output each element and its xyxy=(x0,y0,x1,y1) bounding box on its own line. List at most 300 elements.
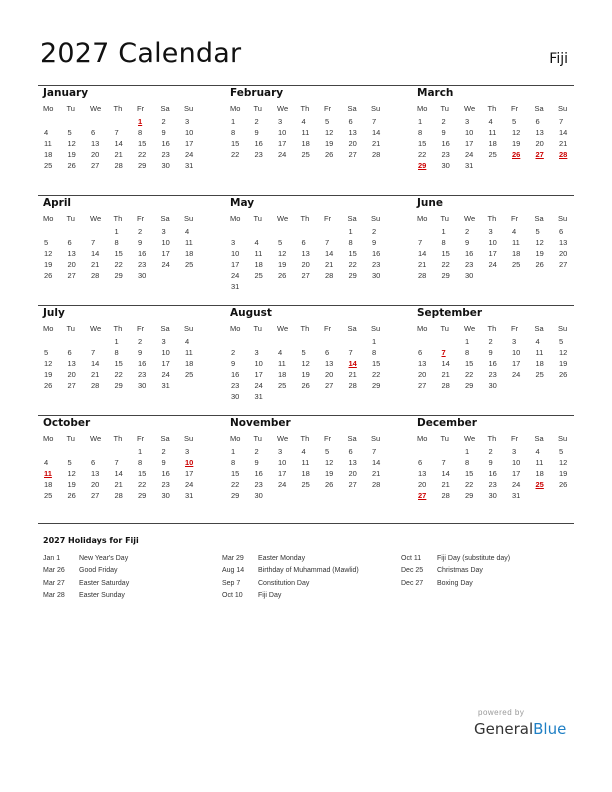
empty-cell xyxy=(87,116,111,127)
month-name: February xyxy=(230,87,284,99)
empty-cell xyxy=(64,446,88,457)
weekday-label: Tu xyxy=(440,104,449,113)
weekday-label: We xyxy=(277,324,289,333)
holiday-date: Dec 25 xyxy=(401,567,424,575)
day-cell: 6 xyxy=(67,238,72,247)
day-cell: 4 xyxy=(278,348,283,357)
day-cell: 31 xyxy=(185,161,194,170)
weekday-label: Su xyxy=(184,434,194,443)
day-cell: 30 xyxy=(488,381,497,390)
day-cell: 23 xyxy=(441,150,450,159)
day-cell: 1 xyxy=(465,337,470,346)
weekday-label: Su xyxy=(371,324,381,333)
holiday-date: Mar 29 xyxy=(222,554,244,562)
day-cell: 10 xyxy=(161,238,170,247)
holiday-item xyxy=(222,565,359,578)
weekday-label: Su xyxy=(371,214,381,223)
empty-cell xyxy=(414,226,438,237)
day-cell: 25 xyxy=(301,480,310,489)
day-cell: 28 xyxy=(91,381,100,390)
weekday-label: Tu xyxy=(440,324,449,333)
day-cell: 5 xyxy=(301,348,306,357)
day-cell: 14 xyxy=(372,458,381,467)
weekday-header xyxy=(227,101,387,116)
day-cell: 5 xyxy=(325,117,330,126)
country-label: Fiji xyxy=(549,51,568,67)
day-cell: 2 xyxy=(372,227,377,236)
weekday-label: We xyxy=(277,434,289,443)
day-grid xyxy=(40,446,200,501)
day-cell: 4 xyxy=(301,447,306,456)
day-cell: 27 xyxy=(325,381,334,390)
day-cell: 29 xyxy=(231,491,240,500)
day-cell: 6 xyxy=(91,128,96,137)
day-cell: 2 xyxy=(465,227,470,236)
day-cell: 9 xyxy=(161,458,166,467)
day-cell: 27 xyxy=(418,381,427,390)
day-cell: 13 xyxy=(418,359,427,368)
day-cell: 29 xyxy=(465,491,474,500)
day-cell: 16 xyxy=(161,469,170,478)
day-cell: 3 xyxy=(512,447,517,456)
weekday-label: We xyxy=(464,324,476,333)
day-cell: 17 xyxy=(161,249,170,258)
day-cell: 15 xyxy=(231,139,240,148)
empty-cell xyxy=(321,336,345,347)
day-cell: 10 xyxy=(231,249,240,258)
day-cell: 23 xyxy=(488,370,497,379)
day-cell: 3 xyxy=(161,227,166,236)
day-cell: 15 xyxy=(138,139,147,148)
holiday-day-cell: 27 xyxy=(418,491,427,500)
month-name: June xyxy=(417,197,443,209)
day-cell: 21 xyxy=(418,260,427,269)
day-cell: 15 xyxy=(114,359,123,368)
holiday-day-cell: 11 xyxy=(44,469,52,478)
day-cell: 2 xyxy=(488,447,493,456)
day-cell: 18 xyxy=(301,469,310,478)
month-name: April xyxy=(43,197,72,209)
day-cell: 24 xyxy=(254,381,263,390)
holiday-day-cell: 25 xyxy=(535,480,544,489)
day-cell: 22 xyxy=(114,260,123,269)
day-cell: 25 xyxy=(44,491,53,500)
weekday-label: Sa xyxy=(534,324,544,333)
day-cell: 7 xyxy=(372,117,377,126)
day-cell: 13 xyxy=(325,359,334,368)
day-cell: 19 xyxy=(67,480,76,489)
weekday-label: We xyxy=(90,214,102,223)
day-cell: 6 xyxy=(91,458,96,467)
day-cell: 27 xyxy=(301,271,310,280)
weekday-label: Su xyxy=(558,104,568,113)
weekday-label: Mo xyxy=(417,214,428,223)
day-cell: 30 xyxy=(161,161,170,170)
day-cell: 18 xyxy=(278,370,287,379)
day-cell: 4 xyxy=(512,227,517,236)
weekday-label: Fr xyxy=(324,214,332,223)
weekday-label: We xyxy=(464,214,476,223)
day-cell: 25 xyxy=(254,271,263,280)
month-march xyxy=(414,87,574,171)
day-cell: 21 xyxy=(91,370,100,379)
holiday-name: Constitution Day xyxy=(258,579,310,587)
day-cell: 20 xyxy=(91,480,100,489)
weekday-label: Th xyxy=(487,434,497,443)
day-cell: 14 xyxy=(559,128,568,137)
day-cell: 21 xyxy=(114,480,123,489)
day-cell: 1 xyxy=(441,227,446,236)
weekday-label: We xyxy=(90,434,102,443)
day-cell: 16 xyxy=(254,139,263,148)
day-cell: 20 xyxy=(535,139,544,148)
day-cell: 2 xyxy=(161,447,166,456)
holiday-item xyxy=(401,565,510,578)
day-cell: 24 xyxy=(465,150,474,159)
day-cell: 4 xyxy=(185,227,190,236)
day-cell: 6 xyxy=(559,227,564,236)
day-cell: 12 xyxy=(325,128,334,137)
day-cell: 11 xyxy=(278,359,286,368)
day-cell: 4 xyxy=(44,458,49,467)
holiday-day-cell: 1 xyxy=(138,117,143,126)
holiday-date: Oct 10 xyxy=(222,592,243,600)
holiday-name: Fiji Day xyxy=(258,592,282,600)
day-cell: 21 xyxy=(441,480,450,489)
day-cell: 17 xyxy=(512,359,521,368)
day-cell: 20 xyxy=(67,260,76,269)
day-cell: 19 xyxy=(44,260,53,269)
weekday-label: Mo xyxy=(230,104,241,113)
day-cell: 28 xyxy=(372,480,381,489)
day-grid xyxy=(414,446,574,501)
day-cell: 8 xyxy=(114,348,119,357)
day-cell: 4 xyxy=(44,128,49,137)
day-cell: 22 xyxy=(441,260,450,269)
day-cell: 30 xyxy=(138,381,147,390)
day-cell: 13 xyxy=(301,249,310,258)
day-cell: 7 xyxy=(91,238,96,247)
day-cell: 16 xyxy=(488,469,497,478)
brand-part-2: Blue xyxy=(533,720,567,738)
holiday-item xyxy=(401,577,510,590)
day-cell: 10 xyxy=(488,238,497,247)
day-cell: 11 xyxy=(185,238,193,247)
day-cell: 25 xyxy=(488,150,497,159)
weekday-label: Fr xyxy=(324,324,332,333)
day-cell: 2 xyxy=(138,337,143,346)
day-cell: 18 xyxy=(44,150,53,159)
holiday-item xyxy=(43,565,129,578)
day-grid xyxy=(414,116,574,171)
day-cell: 4 xyxy=(488,117,493,126)
holiday-name: Christmas Day xyxy=(437,567,483,575)
day-cell: 28 xyxy=(418,271,427,280)
empty-cell xyxy=(274,336,298,347)
day-cell: 16 xyxy=(441,139,450,148)
day-cell: 9 xyxy=(488,458,493,467)
day-cell: 24 xyxy=(231,271,240,280)
weekday-label: Mo xyxy=(230,434,241,443)
day-cell: 31 xyxy=(465,161,474,170)
month-name: January xyxy=(43,87,89,99)
day-cell: 18 xyxy=(512,249,521,258)
holiday-date: Mar 27 xyxy=(43,579,65,587)
day-cell: 3 xyxy=(185,117,190,126)
day-cell: 10 xyxy=(278,128,287,137)
day-cell: 29 xyxy=(138,491,147,500)
day-cell: 22 xyxy=(231,480,240,489)
day-grid xyxy=(227,226,387,292)
weekday-label: Fr xyxy=(511,324,519,333)
weekday-header xyxy=(414,211,574,226)
day-cell: 29 xyxy=(114,271,123,280)
day-cell: 7 xyxy=(325,238,330,247)
divider xyxy=(38,195,574,196)
month-january xyxy=(40,87,200,171)
weekday-label: Th xyxy=(487,324,497,333)
weekday-label: Th xyxy=(487,214,497,223)
day-cell: 6 xyxy=(418,458,423,467)
holiday-name: Boxing Day xyxy=(437,579,473,587)
day-cell: 14 xyxy=(114,469,123,478)
day-cell: 2 xyxy=(488,337,493,346)
day-cell: 21 xyxy=(348,370,357,379)
weekday-label: Mo xyxy=(43,214,54,223)
day-cell: 16 xyxy=(465,249,474,258)
day-cell: 13 xyxy=(91,139,100,148)
day-cell: 23 xyxy=(231,381,240,390)
weekday-header xyxy=(227,211,387,226)
day-cell: 25 xyxy=(44,161,53,170)
day-cell: 5 xyxy=(44,348,49,357)
weekday-label: Fr xyxy=(137,214,145,223)
weekday-label: Sa xyxy=(160,324,170,333)
empty-cell xyxy=(40,226,64,237)
holiday-day-cell: 10 xyxy=(185,458,194,467)
day-cell: 28 xyxy=(114,161,123,170)
holiday-day-cell: 7 xyxy=(441,348,446,357)
day-cell: 13 xyxy=(418,469,427,478)
weekday-label: Su xyxy=(558,214,568,223)
day-cell: 11 xyxy=(185,348,193,357)
weekday-label: Su xyxy=(371,104,381,113)
weekday-label: Su xyxy=(558,324,568,333)
day-cell: 21 xyxy=(91,260,100,269)
powered-by-text: powered by xyxy=(478,708,525,717)
day-cell: 20 xyxy=(348,469,357,478)
day-cell: 21 xyxy=(372,469,381,478)
day-cell: 30 xyxy=(231,392,240,401)
empty-cell xyxy=(227,336,251,347)
day-cell: 22 xyxy=(465,480,474,489)
empty-cell xyxy=(40,336,64,347)
day-grid xyxy=(40,226,200,281)
day-cell: 21 xyxy=(559,139,568,148)
day-cell: 19 xyxy=(325,139,334,148)
day-cell: 11 xyxy=(254,249,263,258)
day-cell: 26 xyxy=(535,260,544,269)
day-cell: 18 xyxy=(185,249,194,258)
day-cell: 5 xyxy=(559,447,564,456)
day-cell: 24 xyxy=(185,150,194,159)
day-cell: 17 xyxy=(278,139,287,148)
day-cell: 15 xyxy=(231,469,240,478)
day-cell: 14 xyxy=(372,128,381,137)
weekday-label: Tu xyxy=(440,214,449,223)
day-cell: 10 xyxy=(512,458,521,467)
month-name: August xyxy=(230,307,272,319)
brand-logo[interactable] xyxy=(474,720,566,738)
weekday-label: We xyxy=(464,104,476,113)
day-cell: 8 xyxy=(138,458,143,467)
day-cell: 25 xyxy=(301,150,310,159)
day-cell: 20 xyxy=(418,480,427,489)
day-cell: 25 xyxy=(535,370,544,379)
empty-cell xyxy=(298,226,322,237)
empty-cell xyxy=(274,226,298,237)
day-cell: 30 xyxy=(138,271,147,280)
page-title: 2027 Calendar xyxy=(40,38,242,69)
day-cell: 23 xyxy=(161,480,170,489)
day-cell: 24 xyxy=(488,260,497,269)
day-cell: 23 xyxy=(488,480,497,489)
month-february xyxy=(227,87,387,160)
weekday-header xyxy=(40,101,200,116)
divider xyxy=(38,305,574,306)
day-cell: 12 xyxy=(278,249,287,258)
day-cell: 17 xyxy=(254,370,263,379)
day-cell: 12 xyxy=(535,238,544,247)
day-cell: 9 xyxy=(138,348,143,357)
day-cell: 25 xyxy=(185,260,194,269)
day-cell: 20 xyxy=(91,150,100,159)
day-cell: 30 xyxy=(254,491,263,500)
day-cell: 31 xyxy=(512,491,521,500)
month-name: March xyxy=(417,87,454,99)
day-cell: 20 xyxy=(67,370,76,379)
day-cell: 19 xyxy=(559,359,568,368)
holiday-column xyxy=(401,552,510,590)
weekday-label: Sa xyxy=(534,214,544,223)
day-cell: 14 xyxy=(441,469,450,478)
day-cell: 13 xyxy=(67,359,76,368)
month-name: November xyxy=(230,417,291,429)
day-cell: 19 xyxy=(67,150,76,159)
weekday-label: Su xyxy=(558,434,568,443)
day-cell: 30 xyxy=(161,491,170,500)
weekday-label: Sa xyxy=(534,104,544,113)
day-cell: 24 xyxy=(161,370,170,379)
weekday-label: Mo xyxy=(230,324,241,333)
month-september xyxy=(414,307,574,391)
day-cell: 30 xyxy=(488,491,497,500)
weekday-label: Sa xyxy=(160,214,170,223)
holiday-date: Sep 7 xyxy=(222,579,241,587)
day-cell: 11 xyxy=(301,458,310,467)
day-cell: 8 xyxy=(231,128,236,137)
day-cell: 5 xyxy=(535,227,540,236)
day-cell: 13 xyxy=(348,128,357,137)
day-cell: 22 xyxy=(231,150,240,159)
day-cell: 8 xyxy=(138,128,143,137)
weekday-label: Th xyxy=(487,104,497,113)
holiday-name: Birthday of Muhammad (Mawlid) xyxy=(258,567,359,575)
weekday-label: Su xyxy=(184,324,194,333)
month-name: May xyxy=(230,197,255,209)
day-cell: 21 xyxy=(325,260,334,269)
day-cell: 7 xyxy=(441,458,446,467)
empty-cell xyxy=(87,226,111,237)
day-cell: 9 xyxy=(441,128,446,137)
day-cell: 19 xyxy=(512,139,521,148)
day-cell: 23 xyxy=(138,370,147,379)
weekday-label: Th xyxy=(113,104,123,113)
month-may xyxy=(227,197,387,292)
weekday-label: Fr xyxy=(137,324,145,333)
weekday-label: Tu xyxy=(253,104,262,113)
holiday-item xyxy=(401,552,510,565)
day-grid xyxy=(414,336,574,391)
day-cell: 22 xyxy=(372,370,381,379)
day-cell: 28 xyxy=(441,491,450,500)
empty-cell xyxy=(321,226,345,237)
weekday-label: Mo xyxy=(43,324,54,333)
day-cell: 27 xyxy=(348,480,357,489)
day-cell: 24 xyxy=(161,260,170,269)
holiday-date: Jan 1 xyxy=(43,554,61,562)
weekday-header xyxy=(414,101,574,116)
holidays-title: 2027 Holidays for Fiji xyxy=(43,536,139,545)
weekday-label: Sa xyxy=(347,434,357,443)
day-cell: 17 xyxy=(278,469,287,478)
day-grid xyxy=(40,336,200,391)
day-cell: 13 xyxy=(91,469,100,478)
day-cell: 7 xyxy=(114,128,119,137)
empty-cell xyxy=(438,336,462,347)
day-cell: 29 xyxy=(465,381,474,390)
day-cell: 17 xyxy=(231,260,240,269)
day-cell: 18 xyxy=(44,480,53,489)
day-cell: 17 xyxy=(161,359,170,368)
day-cell: 11 xyxy=(44,139,52,148)
day-cell: 22 xyxy=(114,370,123,379)
day-cell: 8 xyxy=(465,458,470,467)
day-cell: 24 xyxy=(512,370,521,379)
day-cell: 10 xyxy=(254,359,263,368)
holiday-item xyxy=(43,590,129,603)
day-cell: 1 xyxy=(114,337,119,346)
day-cell: 9 xyxy=(254,458,259,467)
day-cell: 3 xyxy=(488,227,493,236)
day-cell: 15 xyxy=(138,469,147,478)
day-cell: 12 xyxy=(325,458,334,467)
holiday-item xyxy=(222,552,359,565)
day-cell: 19 xyxy=(325,469,334,478)
empty-cell xyxy=(64,116,88,127)
day-cell: 3 xyxy=(278,447,283,456)
day-cell: 12 xyxy=(44,359,53,368)
holiday-name: New Year's Day xyxy=(79,554,129,562)
day-cell: 8 xyxy=(465,348,470,357)
day-cell: 3 xyxy=(512,337,517,346)
day-cell: 5 xyxy=(67,128,72,137)
day-cell: 7 xyxy=(372,447,377,456)
weekday-label: Th xyxy=(300,434,310,443)
day-cell: 12 xyxy=(512,128,521,137)
day-cell: 18 xyxy=(535,469,544,478)
day-cell: 6 xyxy=(301,238,306,247)
